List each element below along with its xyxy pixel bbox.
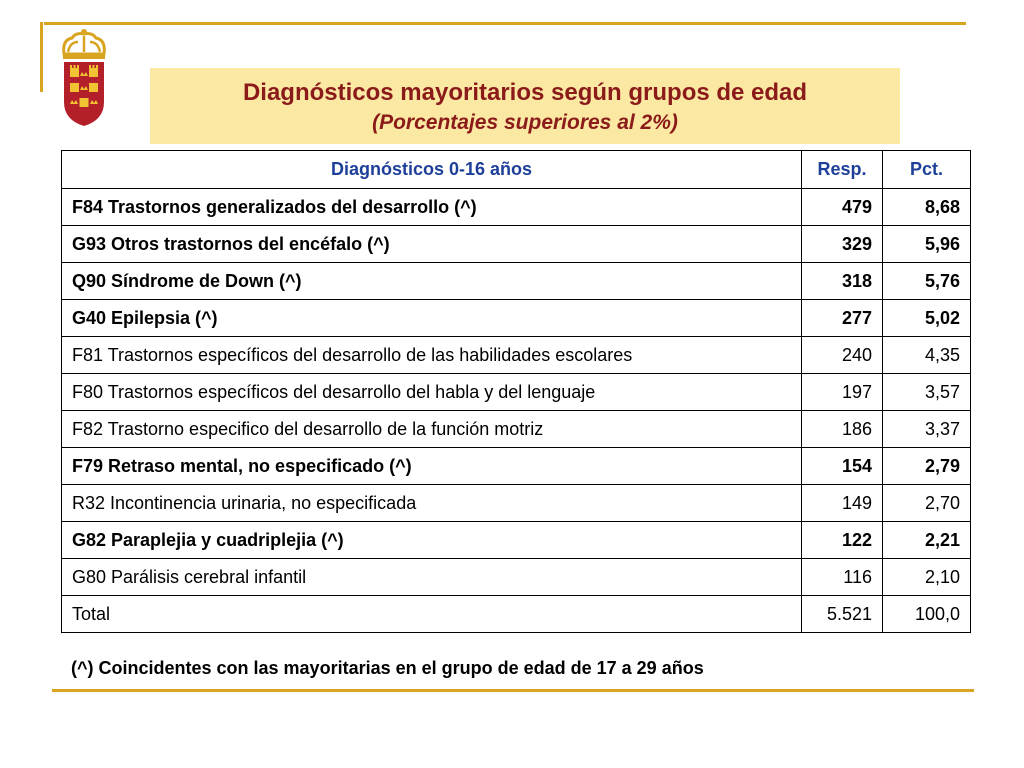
pct-cell: 2,70 [883, 485, 971, 522]
resp-cell: 240 [802, 337, 883, 374]
table-row [62, 411, 971, 448]
coat-of-arms-logo [54, 28, 114, 128]
resp-cell: 116 [802, 559, 883, 596]
diagnosis-cell: Q90 Síndrome de Down (^) [62, 263, 802, 300]
pct-cell: 5,96 [883, 226, 971, 263]
pct-cell: 3,57 [883, 374, 971, 411]
pct-cell: 4,35 [883, 337, 971, 374]
resp-cell: 329 [802, 226, 883, 263]
page-subtitle: (Porcentajes superiores al 2%) [372, 111, 678, 134]
table-row [62, 189, 971, 226]
table-row [62, 522, 971, 559]
footnote: (^) Coincidentes con las mayoritarias en el grupo de edad de 17 a 29 años [71, 658, 704, 678]
diagnosis-cell: F82 Trastorno especifico del desarrollo de la función motriz [62, 411, 802, 448]
table-row [62, 226, 971, 263]
diagnosis-cell: F79 Retraso mental, no especificado (^) [62, 448, 802, 485]
diagnosis-cell: R32 Incontinencia urinaria, no especificada [62, 485, 802, 522]
diagnosis-cell: G80 Parálisis cerebral infantil [62, 559, 802, 596]
diagnosis-cell: F81 Trastornos específicos del desarrollo de las habilidades escolares [62, 337, 802, 374]
header-pct: Pct. [883, 151, 971, 189]
header-resp: Resp. [802, 151, 883, 189]
diagnosis-table [61, 150, 971, 633]
total-resp-cell: 5.521 [802, 596, 883, 633]
diagnosis-cell: F80 Trastornos específicos del desarrollo del habla y del lenguaje [62, 374, 802, 411]
page-title: Diagnósticos mayoritarios según grupos de edad [242, 79, 808, 106]
resp-cell: 154 [802, 448, 883, 485]
pct-cell: 8,68 [883, 189, 971, 226]
diagnosis-cell: G82 Paraplejia y cuadriplejia (^) [62, 522, 802, 559]
table-total-row [62, 596, 971, 633]
resp-cell: 197 [802, 374, 883, 411]
diagnosis-cell: F84 Trastornos generalizados del desarrollo (^) [62, 189, 802, 226]
resp-cell: 149 [802, 485, 883, 522]
pct-cell: 2,79 [883, 448, 971, 485]
total-pct-cell: 100,0 [883, 596, 971, 633]
resp-cell: 122 [802, 522, 883, 559]
resp-cell: 479 [802, 189, 883, 226]
resp-cell: 186 [802, 411, 883, 448]
pct-cell: 5,02 [883, 300, 971, 337]
total-label-cell: Total [62, 596, 802, 633]
table-row [62, 263, 971, 300]
bottom-divider [52, 689, 974, 692]
table-header-row [62, 151, 971, 189]
table-row [62, 337, 971, 374]
pct-cell: 2,10 [883, 559, 971, 596]
table-row [62, 300, 971, 337]
left-divider [40, 22, 43, 92]
title-banner [150, 68, 900, 144]
table-row [62, 374, 971, 411]
table-row [62, 485, 971, 522]
pct-cell: 3,37 [883, 411, 971, 448]
header-diagnosis: Diagnósticos 0-16 años [62, 151, 802, 189]
resp-cell: 318 [802, 263, 883, 300]
diagnosis-cell: G93 Otros trastornos del encéfalo (^) [62, 226, 802, 263]
resp-cell: 277 [802, 300, 883, 337]
table-row [62, 559, 971, 596]
pct-cell: 5,76 [883, 263, 971, 300]
table-row [62, 448, 971, 485]
top-divider [44, 22, 966, 25]
diagnosis-cell: G40 Epilepsia (^) [62, 300, 802, 337]
pct-cell: 2,21 [883, 522, 971, 559]
